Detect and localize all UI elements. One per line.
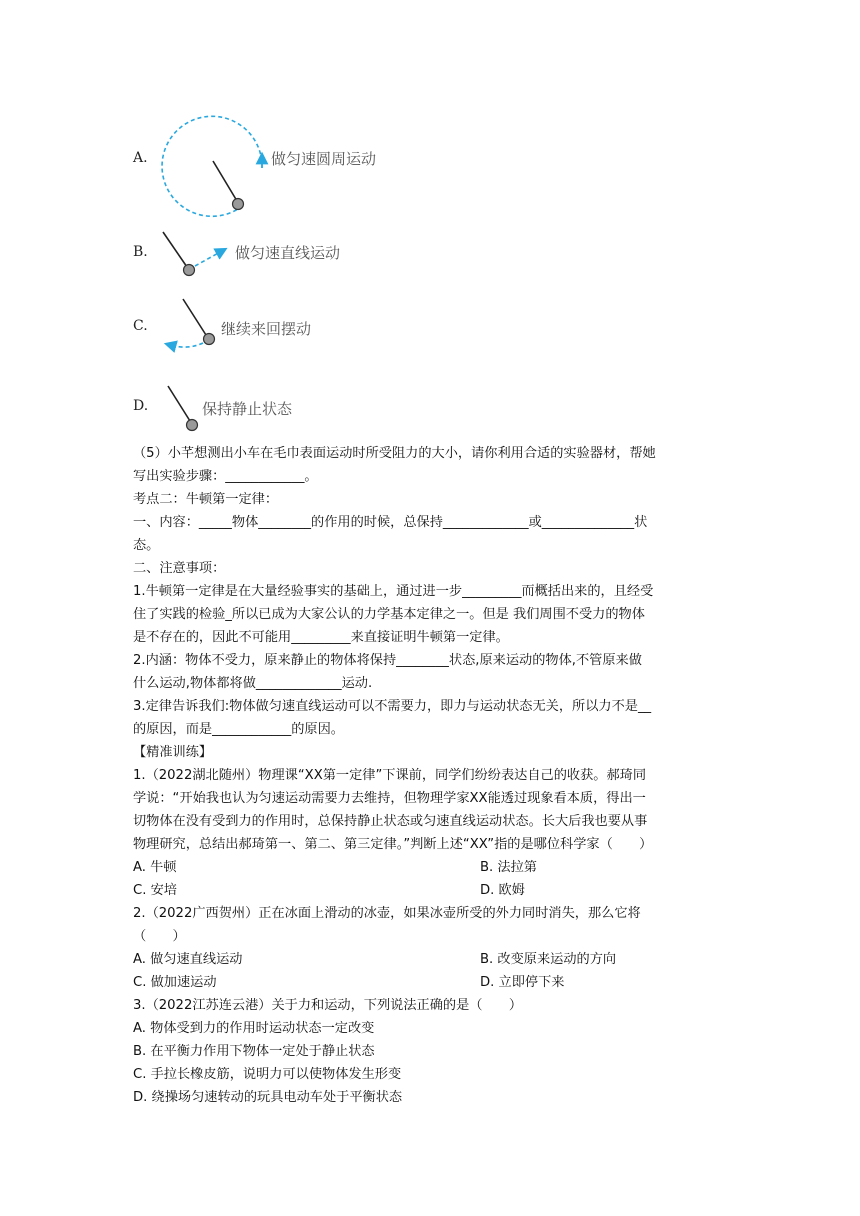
option-d-letter: D. xyxy=(133,398,149,414)
q1-option-d: D. 欧姆 xyxy=(480,883,525,898)
q1-option-c: C. 安培 xyxy=(133,883,177,898)
q3-stem-line-1: 3.（2022江苏连云港）关于力和运动，下列说法正确的是（ ） xyxy=(133,998,523,1013)
note-1-line-1: 1.牛顿第一定律是在大量经验事实的基础上，通过进一步_________而概括出来的，且经受 xyxy=(133,584,654,599)
option-d-caption: 保持静止状态 xyxy=(202,400,293,418)
q1-stem-line-1: 1.（2022湖北随州）物理课“XX第一定律”下课前，同学们纷纷表达自己的收获。郝琦同 xyxy=(133,768,647,783)
note-2-line-1: 2.内涵：物体不受力，原来静止的物体将保持________状态,原来运动的物体,不管原来做 xyxy=(133,653,642,668)
q2-stem-line-2: （ ） xyxy=(133,929,186,944)
q1-stem-line-2: 学说：“开始我也认为匀速运动需要力去维持，但物理学家XX能透过现象看本质，得出一 xyxy=(133,791,646,806)
circular-motion-pendulum-icon xyxy=(162,116,262,216)
option-b-caption: 做匀速直线运动 xyxy=(235,244,341,262)
resting-pendulum-icon xyxy=(168,386,198,431)
section-title-kaodian-2: 考点二：牛顿第一定律： xyxy=(133,492,279,507)
swinging-pendulum-icon xyxy=(170,299,215,347)
note-1-line-3: 是不存在的，因此不可能用_________来直接证明牛顿第一定律。 xyxy=(133,630,509,645)
q2-stem-line-1: 2.（2022广西贺州）正在冰面上滑动的冰壶，如果冰壶所受的外力同时消失，那么它将 xyxy=(133,906,641,921)
q2-option-b: B. 改变原来运动的方向 xyxy=(480,952,617,967)
q3-option-d: D. 绕操场匀速转动的玩具电动车处于平衡状态 xyxy=(133,1090,403,1105)
q2-option-c: C. 做加速运动 xyxy=(133,975,217,990)
content-line-1: 一、内容：_____物体________的作用的时候，总保持_____________或______________状 xyxy=(133,515,648,530)
content-line-2: 态。 xyxy=(133,538,160,553)
q2-option-a: A. 做匀速直线运动 xyxy=(133,952,243,967)
note-1-line-2: 住了实践的检验_所以已成为大家公认的力学基本定律之一。但是 我们周围不受力的物体 xyxy=(133,607,645,622)
q2-option-d: D. 立即停下来 xyxy=(480,975,565,990)
note-2-line-2: 什么运动,物体都将做_____________运动. xyxy=(133,676,373,691)
q3-option-b: B. 在平衡力作用下物体一定处于静止状态 xyxy=(133,1044,375,1059)
option-a-letter: A. xyxy=(133,150,148,166)
option-c-caption: 继续来回摆动 xyxy=(221,320,312,338)
q1-stem-line-3: 切物体在没有受到力的作用时，总保持静止状态或匀速直线运动状态。长大后我也要从事 xyxy=(133,814,648,829)
notes-heading: 二、注意事项： xyxy=(133,561,226,576)
option-c-letter: C. xyxy=(133,318,148,334)
question-5-line-1: （5）小芊想测出小车在毛巾表面运动时所受阻力的大小，请你利用合适的实验器材，帮她 xyxy=(133,446,656,461)
note-3-line-2: 的原因，而是____________的原因。 xyxy=(133,722,344,737)
q3-option-c: C. 手拉长橡皮筋，说明力可以使物体发生形变 xyxy=(133,1067,402,1082)
q3-option-a: A. 物体受到力的作用时运动状态一定改变 xyxy=(133,1021,375,1036)
linear-motion-pendulum-icon xyxy=(163,232,222,276)
q1-option-a: A. 牛顿 xyxy=(133,860,177,875)
question-5-line-2: 写出实验步骤：____________。 xyxy=(133,469,318,484)
q1-stem-line-4: 物理研究，总结出郝琦第一、第二、第三定律。”判断上述“XX”指的是哪位科学家（ ） xyxy=(133,837,653,852)
q1-option-b: B. 法拉第 xyxy=(480,860,537,875)
note-3-line-1: 3.定律告诉我们:物体做匀速直线运动可以不需要力，即力与运动状态无关，所以力不是__ xyxy=(133,699,652,714)
option-b-letter: B. xyxy=(133,244,148,260)
practice-heading: 【精准训练】 xyxy=(133,745,213,760)
pendulum-figures xyxy=(0,0,860,440)
option-a-caption: 做匀速圆周运动 xyxy=(271,150,377,168)
